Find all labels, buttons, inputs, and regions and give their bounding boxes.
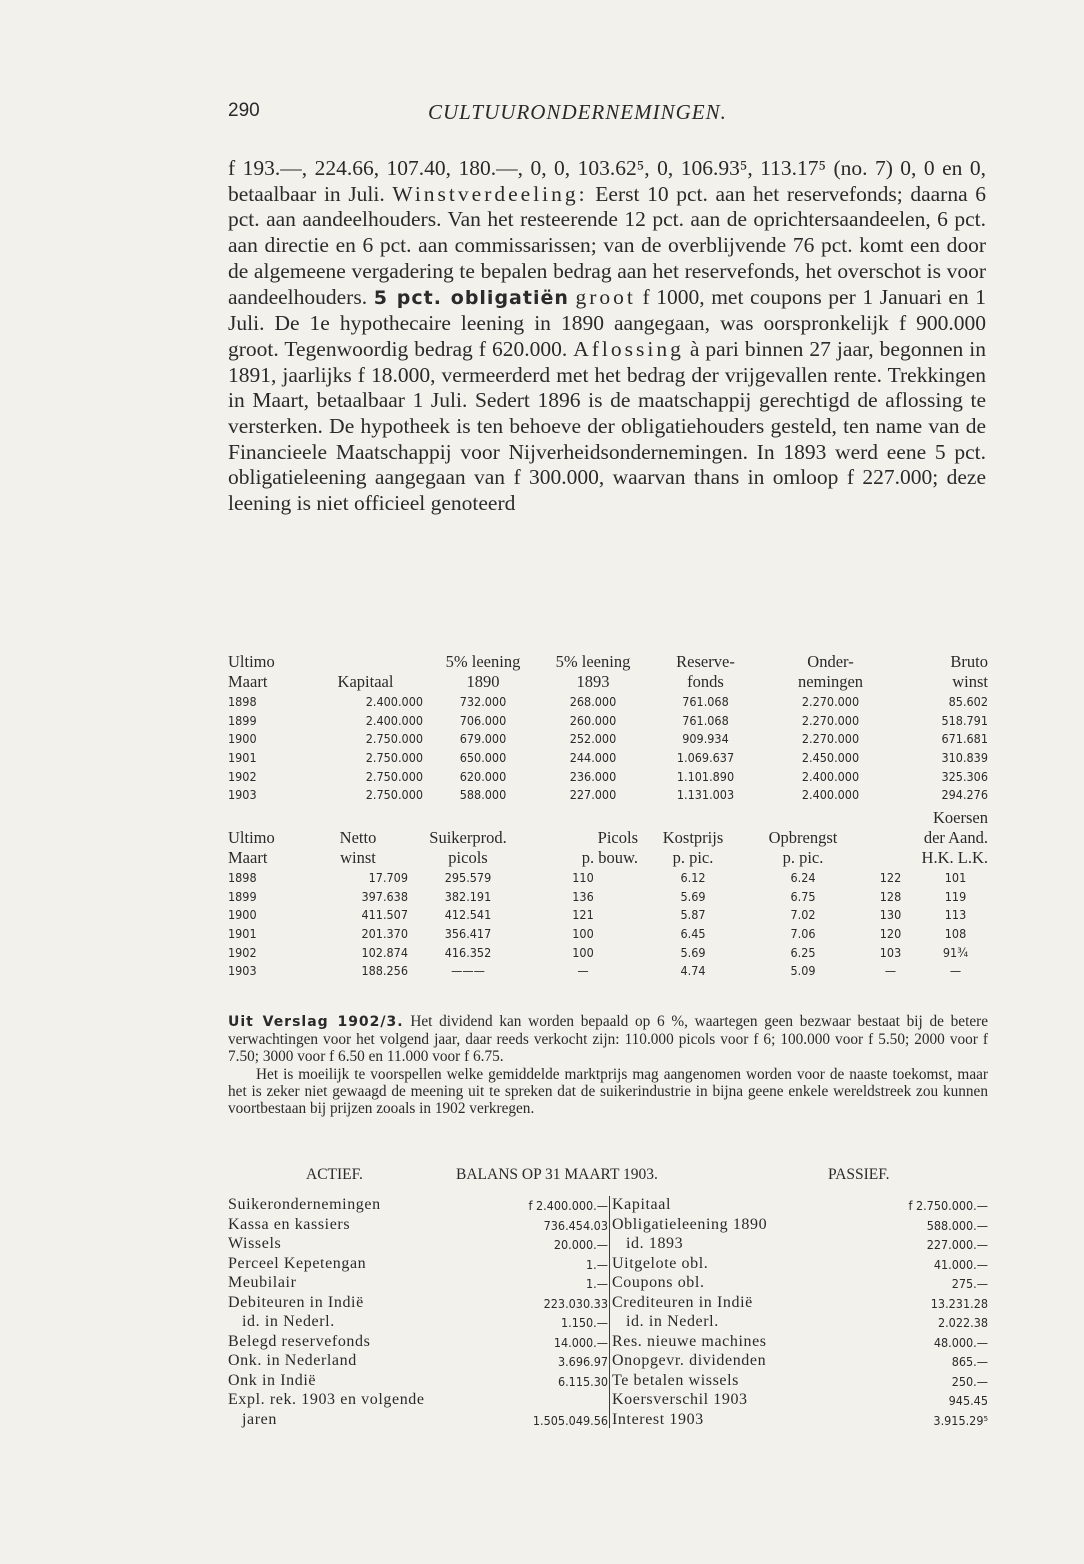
table-header-row — [228, 808, 988, 828]
balance-value: 3.915.29⁵ — [933, 1412, 988, 1428]
table-cell: Maart — [228, 848, 268, 867]
table-cell: Netto — [339, 828, 377, 847]
balance-passief — [612, 1196, 988, 1430]
table-cell: 85.602 — [948, 693, 988, 709]
running-title: CULTUURONDERNEMINGEN. — [428, 100, 727, 124]
table-row — [228, 748, 988, 767]
table-cell: 1.131.003 — [676, 787, 735, 803]
table-cell: Bruto — [950, 652, 988, 671]
table-cell: 108 — [944, 925, 967, 941]
table-cell: p. bouw. — [581, 848, 638, 867]
table-cell: 2.400.000 — [365, 693, 423, 709]
balance-label: Meubilair — [228, 1274, 297, 1291]
table-cell: 588.000 — [459, 787, 507, 803]
table-cell: Kapitaal — [337, 672, 394, 691]
table-cell: 761.068 — [682, 693, 729, 709]
verslag-paragraph-2: Het is moeilijk te voorspellen welke gemiddelde marktprijs mag aangenomen worden voor de naaste toekomst, maar het is zeker niet gewaagd de meening uit te spreken dat de suikerindustrie in bijna geene enkele wereldstreek zou kunnen voortbestaan bij prijzen zooals in 1902 verkregen. — [228, 1065, 988, 1118]
balance-row — [228, 1333, 608, 1353]
balance-row — [228, 1372, 608, 1392]
body-paragraph — [228, 156, 986, 517]
balance-value: 1.— — [586, 1276, 608, 1291]
balance-value: 588.000.— — [926, 1217, 988, 1233]
balance-label: Suikerondernemingen — [228, 1196, 381, 1213]
table-cell: 5% leening — [555, 652, 631, 671]
balance-row — [612, 1391, 988, 1411]
winstverdeeling-label: Winstverdeeling: — [392, 181, 588, 206]
balance-row — [612, 1372, 988, 1392]
table-cell: 1901 — [228, 925, 257, 941]
balance-value: 3.696.97 — [557, 1354, 608, 1369]
table-cell — [408, 808, 528, 828]
table-cell: 2.270.000 — [801, 712, 860, 728]
balance-title: BALANS OP 31 MAART 1903. — [456, 1166, 658, 1183]
table-cell: 1899 — [228, 712, 257, 728]
table-cell: 679.000 — [459, 731, 507, 747]
table-cell: 113 — [944, 907, 967, 923]
table-cell: 6.24 — [790, 869, 816, 885]
balance-label: Coupons obl. — [612, 1274, 705, 1291]
table-cell: 1898 — [228, 693, 257, 709]
balance-label: Te betalen wissels — [612, 1371, 739, 1389]
dividend-history: f 193.—, 224.66, 107.40, 180.—, 0, 0, 103.62⁵, 0, 106.93⁵, 113.17⁵ (no. 7) 0, 0 en 0, betaalbaar in Juli. — [228, 156, 986, 206]
balance-label: Perceel Kepetengan — [228, 1254, 367, 1272]
table-cell: 4.74 — [680, 963, 706, 979]
table-row — [228, 868, 988, 887]
balance-label: Res. nieuwe machines — [612, 1332, 767, 1350]
table-cell: 7.02 — [790, 907, 816, 923]
balance-label: jaren — [242, 1410, 277, 1428]
table-cell: der Aand. — [923, 828, 988, 847]
balance-value: 227.000.— — [926, 1237, 988, 1252]
table-cell: 120 — [879, 925, 902, 941]
table-header-row — [228, 652, 988, 672]
balance-row — [228, 1216, 608, 1236]
table-cell: picols — [448, 848, 488, 867]
table-cell: 6.45 — [680, 925, 706, 941]
balance-label: Koersverschil 1903 — [612, 1391, 748, 1408]
table-cell: 136 — [572, 888, 594, 904]
balance-value: 736.454.03 — [543, 1217, 608, 1233]
table-cell: 2.400.000 — [801, 787, 860, 803]
balance-label: Onk in Indië — [228, 1371, 317, 1389]
table-cell: 121 — [572, 907, 594, 923]
table-row — [228, 767, 988, 786]
balance-label: Crediteuren in Indië — [612, 1293, 753, 1311]
balance-value: f 2.400.000.— — [528, 1198, 608, 1213]
table-cell: Koersen — [933, 808, 988, 827]
balance-row — [228, 1352, 608, 1372]
balance-row — [612, 1216, 988, 1236]
table-cell: 397.638 — [361, 888, 408, 904]
winstverdeeling-text: Eerst 10 pct. aan het reservefonds; daarna 6 pct. aan aandeelhouders. Van het resteerende 12 pct. aan de oprichtersaandeelen, 6 pct. aan directie en 6 pct. aan commissarissen; van de overblijvende 76 pct. komt een door de algemeene vergadering te bepalen bedrag aan het reservefonds, het overschot is voor aandeelhouders. — [228, 181, 987, 309]
table-cell: 252.000 — [569, 731, 617, 747]
obligaties-text: f 1000, met coupons per 1 Januari en 1 Juli. De 1e hypothecaire leening in 1890 aangegaan, was oorspronkelijk f 900.000 groot. Tegenwoordig bedrag f 620.000. — [228, 284, 987, 361]
table-cell: 6.12 — [680, 869, 706, 885]
page-header — [228, 100, 988, 130]
table-cell: 732.000 — [459, 693, 507, 709]
table-cell: 1898 — [228, 869, 257, 885]
balance-row — [612, 1294, 988, 1314]
table-cell: ——— — [451, 963, 485, 979]
table-cell: — — [577, 963, 589, 979]
table-cell: nemingen — [797, 672, 864, 691]
balance-value: 14.000.— — [553, 1334, 608, 1350]
table-cell: 102.874 — [361, 944, 408, 960]
balance-value: 13.231.28 — [930, 1295, 988, 1311]
balance-value: 1.150.— — [560, 1315, 608, 1330]
balance-row — [612, 1235, 988, 1255]
table-cell: 294.276 — [941, 787, 988, 803]
table-cell: 1901 — [228, 749, 257, 765]
obligaties-label: 5 pct. obligatiën — [373, 286, 569, 309]
table-cell: 5.87 — [680, 907, 706, 923]
table-cell: 295.579 — [444, 869, 492, 885]
balance-label: Expl. rek. 1903 en volgende — [228, 1391, 425, 1408]
table-cell: fonds — [687, 672, 724, 691]
passief-label: PASSIEF. — [828, 1166, 890, 1183]
table-cell: Ultimo — [228, 652, 275, 671]
balance-row — [612, 1352, 988, 1372]
table-cell: 227.000 — [569, 787, 617, 803]
balance-label: Kapitaal — [612, 1196, 671, 1213]
table-cell: 1.101.890 — [676, 768, 735, 784]
table-cell: 2.750.000 — [365, 731, 423, 747]
balance-label: id. in Nederl. — [242, 1313, 335, 1330]
table-cell: 761.068 — [682, 712, 729, 728]
financial-table-2 — [228, 808, 988, 980]
table-cell: 100 — [572, 925, 594, 941]
table-cell: 130 — [879, 907, 902, 923]
table-header-row — [228, 828, 988, 848]
table-cell: 100 — [572, 944, 594, 960]
table-cell — [638, 808, 748, 828]
table-cell: 91¾ — [942, 944, 969, 960]
table-cell: 1902 — [228, 768, 257, 784]
table-cell: 325.306 — [941, 768, 988, 784]
balance-value: 1.— — [586, 1256, 608, 1272]
balance-value: 41.000.— — [933, 1256, 988, 1272]
table-cell: Kostprijs — [662, 828, 724, 847]
table-cell: 706.000 — [459, 712, 507, 728]
table-cell: 110 — [572, 869, 594, 885]
table-row — [228, 711, 988, 730]
balance-row — [612, 1196, 988, 1216]
table-cell: 2.450.000 — [801, 749, 860, 765]
balance-row — [228, 1313, 608, 1333]
table-cell: 7.06 — [790, 925, 816, 941]
balance-divider — [609, 1196, 610, 1428]
balance-row — [612, 1313, 988, 1333]
table-row — [228, 961, 988, 980]
balance-label: id. 1893 — [626, 1235, 684, 1252]
balance-value: 250.— — [951, 1373, 988, 1389]
balance-value: 945.45 — [948, 1393, 988, 1408]
table-cell: winst — [952, 672, 988, 691]
table-cell — [308, 808, 408, 828]
balance-value: 1.505.049.56 — [532, 1412, 608, 1428]
table-cell: 101 — [944, 869, 967, 885]
table-row — [228, 729, 988, 748]
table-cell: 2.750.000 — [365, 768, 423, 784]
table-cell: Maart — [228, 672, 268, 691]
balance-row — [228, 1235, 608, 1255]
table-cell: 119 — [944, 888, 967, 904]
aflossing-label: Aflossing — [573, 336, 684, 361]
balance-label: Obligatieleening 1890 — [612, 1215, 768, 1233]
balance-label: Interest 1903 — [612, 1410, 704, 1428]
table-row — [228, 924, 988, 943]
table-cell: 310.839 — [941, 749, 988, 765]
table-cell: Picols — [597, 828, 638, 847]
aflossing-text: à pari binnen 27 jaar, begonnen in 1891, jaarlijks f 18.000, vermeerderd met het bedrag der vrijgevallen rente. Trekkingen in Maart, betaalbaar 1 Juli. Sedert 1896 is de maatschappij gerechtigd de aflossing te versterken. De hypotheek is ten behoeve der obligatiehouders gesteld, ten name van de Financieele Maatschappij voor Nijverheidsondernemingen. In 1893 werd eene 5 pct. obligatieleening aangegaan van f 300.000, waarvan thans in omloop f 227.000; deze leening is niet officieel genoteerd — [228, 336, 986, 516]
table-cell: 1893 — [576, 672, 610, 691]
balance-label: Wissels — [228, 1235, 282, 1252]
table-cell: — — [949, 963, 962, 979]
table-cell: 620.000 — [459, 768, 507, 784]
balance-label: Onopgevr. dividenden — [612, 1352, 767, 1369]
table-cell: 1899 — [228, 888, 257, 904]
table-row — [228, 905, 988, 924]
body-text — [228, 156, 986, 517]
balance-row — [612, 1274, 988, 1294]
balance-value: 865.— — [951, 1354, 988, 1369]
table-cell: 1900 — [228, 907, 257, 923]
table-cell: 650.000 — [459, 749, 507, 765]
balance-label: Debiteuren in Indië — [228, 1293, 364, 1311]
balance-label: Uitgelote obl. — [612, 1254, 709, 1272]
table-cell: 188.256 — [361, 963, 408, 979]
table-cell: 2.400.000 — [801, 768, 860, 784]
verslag-label: Uit Verslag 1902/3. — [228, 1014, 404, 1030]
table-cell: 1900 — [228, 731, 257, 747]
financial-table-1 — [228, 652, 988, 804]
balance-label: Kassa en kassiers — [228, 1215, 351, 1233]
table-cell: 122 — [879, 869, 902, 885]
table-cell: 518.791 — [941, 712, 988, 728]
table-cell: 1.069.637 — [676, 749, 735, 765]
balance-row — [228, 1391, 608, 1411]
table-cell: 5.69 — [680, 944, 706, 960]
actief-label: ACTIEF. — [306, 1166, 363, 1183]
balance-row — [228, 1255, 608, 1275]
balance-value: 6.115.30 — [557, 1373, 608, 1389]
table-cell: winst — [340, 848, 376, 867]
balance-value: f 2.750.000.— — [908, 1198, 988, 1213]
groot-label: groot — [575, 284, 636, 309]
balance-label: Belegd reservefonds — [228, 1332, 371, 1350]
table-cell: 2.400.000 — [365, 712, 423, 728]
table-cell: 356.417 — [444, 925, 492, 941]
table-cell — [528, 808, 638, 828]
table-cell: 2.270.000 — [801, 731, 860, 747]
verslag-text-1: Het dividend kan worden bepaald op 6 %, waartegen geen bezwaar bestaat bij de betere verwachtingen voor het volgend jaar, daar reeds verkocht zijn: 110.000 picols voor f 6; 100.000 voor f 5.50; 2000 voor f 7.50; 3000 voor f 6.50 en 11.000 voor f 6.75. — [228, 1013, 988, 1066]
table-cell: p. pic. — [782, 848, 824, 867]
balance-label: Onk. in Nederland — [228, 1352, 357, 1369]
table-cell: 1902 — [228, 944, 257, 960]
table-header-row — [228, 848, 988, 868]
balance-label: id. in Nederl. — [626, 1313, 719, 1330]
table-cell: 2.750.000 — [365, 749, 423, 765]
table-row — [228, 785, 988, 804]
table-cell: 260.000 — [569, 712, 617, 728]
table-cell: 5.69 — [680, 888, 706, 904]
table-cell: 671.681 — [941, 731, 988, 747]
balance-header — [228, 1166, 988, 1186]
table-cell — [228, 808, 308, 828]
balance-row — [228, 1294, 608, 1314]
table-cell: 411.507 — [361, 907, 408, 923]
table-cell: 236.000 — [569, 768, 617, 784]
table-cell: 2.750.000 — [365, 787, 423, 803]
table-cell: 2.270.000 — [801, 693, 860, 709]
table-row — [228, 887, 988, 906]
balance-value: 223.030.33 — [543, 1295, 608, 1311]
table-row — [228, 692, 988, 711]
table-cell: 5% leening — [445, 652, 521, 671]
table-cell: 128 — [879, 888, 902, 904]
verslag-section — [228, 1013, 988, 1117]
table-cell: 5.09 — [790, 963, 816, 979]
table-cell: 6.25 — [790, 944, 816, 960]
balance-value: 20.000.— — [553, 1237, 608, 1252]
table-cell: Onder- — [807, 652, 854, 671]
table-cell: 17.709 — [368, 869, 408, 885]
table-row — [228, 943, 988, 962]
table-cell: 412.541 — [444, 907, 492, 923]
table-header-row — [228, 672, 988, 692]
page-number: 290 — [228, 100, 260, 121]
balance-row — [612, 1411, 988, 1431]
balance-row — [228, 1274, 608, 1294]
table-cell: 416.352 — [444, 944, 492, 960]
table-cell: p. pic. — [672, 848, 714, 867]
balance-row — [228, 1196, 608, 1216]
balance-value: 48.000.— — [933, 1334, 988, 1350]
balance-value: 2.022.38 — [937, 1315, 988, 1330]
balance-actief — [228, 1196, 608, 1430]
table-cell: 909.934 — [682, 731, 729, 747]
table-cell: Suikerprod. — [429, 828, 507, 847]
balance-row — [612, 1333, 988, 1353]
balance-row — [612, 1255, 988, 1275]
table-cell — [748, 808, 858, 828]
table-cell — [308, 652, 423, 672]
table-cell: 244.000 — [569, 749, 617, 765]
table-cell: Opbrengst — [768, 828, 838, 847]
table-cell: 1890 — [466, 672, 500, 691]
balance-row — [228, 1411, 608, 1431]
table-cell: 1903 — [228, 787, 257, 803]
table-cell: 382.191 — [444, 888, 492, 904]
table-cell: 268.000 — [569, 693, 617, 709]
table-cell: Ultimo — [228, 828, 275, 847]
table-cell: 6.75 — [790, 888, 816, 904]
table-cell: H.K. L.K. — [921, 848, 988, 867]
table-cell: 1903 — [228, 963, 257, 979]
table-cell: — — [884, 963, 897, 979]
table-cell: 103 — [879, 944, 902, 960]
balance-value: 275.— — [951, 1276, 988, 1291]
table-cell: Reserve- — [676, 652, 735, 671]
verslag-paragraph-1 — [228, 1013, 988, 1066]
table-cell: 201.370 — [361, 925, 408, 941]
